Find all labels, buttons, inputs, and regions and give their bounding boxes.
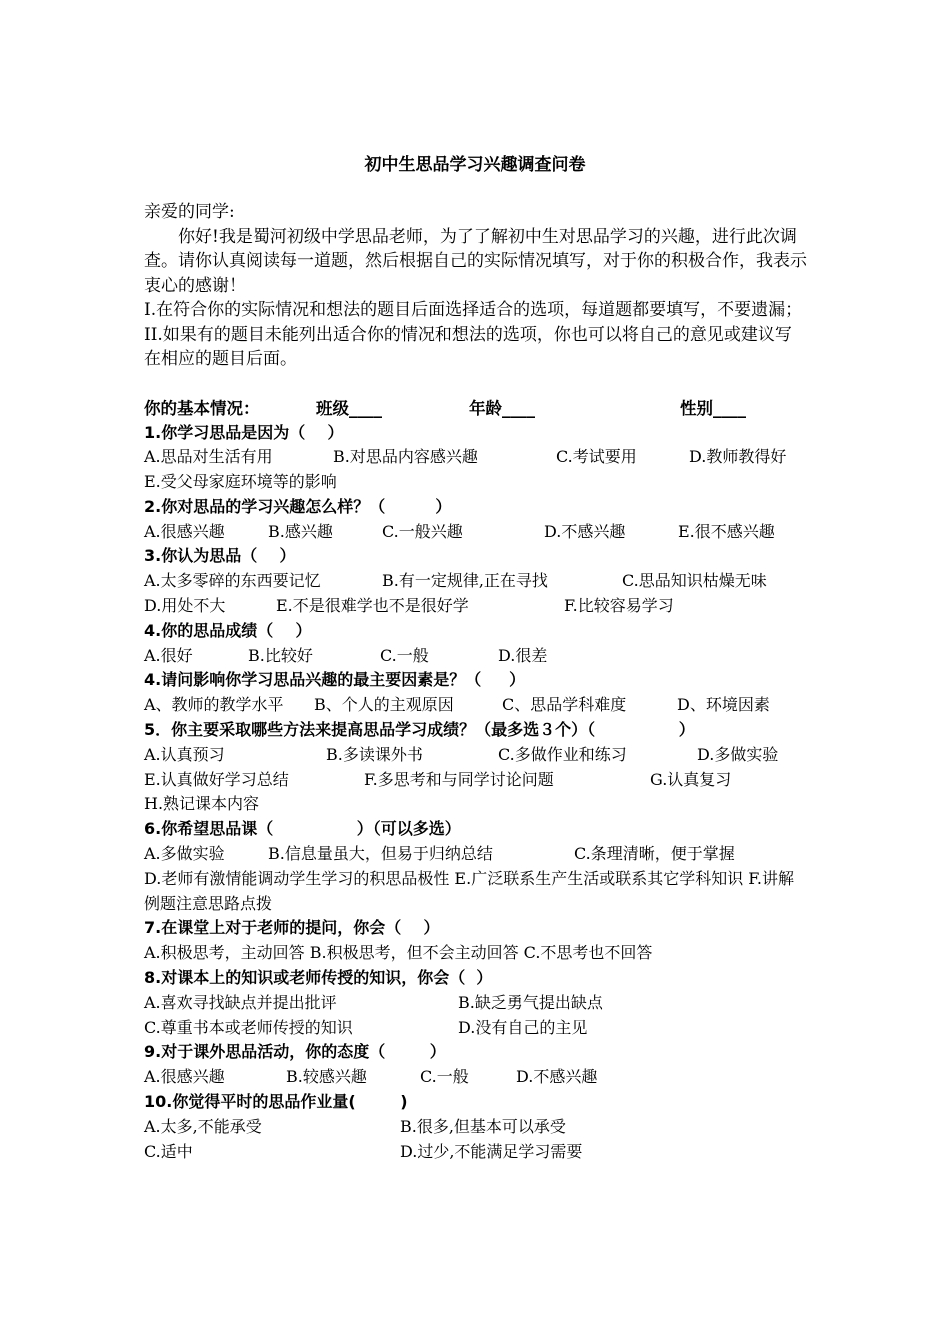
option-item[interactable]: B.感兴趣	[268, 521, 333, 541]
question-5: 4.请问影响你学习思品兴趣的最主要因素是？（ ）	[144, 670, 526, 690]
option-item[interactable]: C.多做作业和练习	[498, 744, 627, 764]
option-item[interactable]: A.太多,不能承受	[144, 1116, 262, 1136]
option-item[interactable]: D.不感兴趣	[516, 1067, 598, 1087]
option-item[interactable]: B.比较好	[248, 645, 313, 665]
option-item[interactable]: B、个人的主观原因	[314, 695, 454, 715]
option-item[interactable]: F.多思考和与同学讨论问题	[364, 769, 554, 789]
options-row	[144, 594, 808, 619]
options-row	[144, 842, 808, 867]
options-paragraph[interactable]: D.老师有激情能调动学生学习的积思品极性 E.广泛联系生产生活或联系其它学科知识 F.讲解例题注意思路点拨	[144, 868, 794, 913]
option-item[interactable]: A、教师的教学水平	[144, 695, 284, 715]
question-6: 5．你主要采取哪些方法来提高思品学习成绩？（最多选３个）（ ）	[144, 720, 695, 740]
options-row	[144, 1065, 808, 1090]
option-item[interactable]: A.很感兴趣	[144, 1067, 225, 1087]
spacer	[144, 372, 808, 396]
question-7: 6.你希望思品课（ ）（可以多选）	[144, 819, 461, 839]
option-item[interactable]: C.一般兴趣	[382, 521, 463, 541]
options-row	[144, 991, 808, 1016]
options-paragraph[interactable]: A.积极思考，主动回答 B.积极思考，但不会主动回答 C.不思考也不回答	[144, 943, 653, 963]
options-row	[144, 792, 808, 817]
question-4: 4.你的思品成绩（ ）	[144, 620, 312, 640]
class-field[interactable]: 班级____	[316, 398, 382, 418]
question-9: 8.对课本上的知识或老师传授的知识，你会（ ）	[144, 968, 493, 988]
option-item[interactable]: D、环境因素	[677, 695, 770, 715]
question-1: 1.你学习思品是因为（ ）	[144, 422, 344, 442]
option-item[interactable]: G.认真复习	[650, 769, 732, 789]
option-item[interactable]: A.喜欢寻找缺点并提出批评	[144, 992, 337, 1012]
option-item[interactable]: D.没有自己的主见	[458, 1017, 588, 1037]
option-item[interactable]: C.尊重书本或老师传授的知识	[144, 1017, 353, 1037]
option-item[interactable]: B.很多,但基本可以承受	[400, 1116, 566, 1136]
option-item[interactable]: A.很感兴趣	[144, 521, 225, 541]
options-row	[144, 743, 808, 768]
basic-info-row	[144, 396, 808, 421]
options-row	[144, 569, 808, 594]
instruction-1: I.在符合你的实际情况和想法的题目后面选择适合的选项，每道题都要填写，不要遗漏；	[144, 300, 803, 320]
intro-paragraph: 你好!我是蜀河初级中学思品老师，为了了解初中生对思品学习的兴趣，进行此次调查。请你认真阅读每一道题，然后根据自己的实际情况填写，对于你的积极合作，我表示衷心的感谢！	[144, 226, 807, 296]
option-item[interactable]: A.认真预习	[144, 744, 225, 764]
options-row	[144, 768, 808, 793]
option-item[interactable]: F.比较容易学习	[564, 596, 674, 616]
options-row	[144, 644, 808, 669]
question-3: 3.你认为思品（ ）	[144, 546, 296, 566]
option-item[interactable]: C.条理清晰，便于掌握	[574, 844, 735, 864]
option-item[interactable]: B.对思品内容感兴趣	[333, 447, 478, 467]
options-row	[144, 1016, 808, 1041]
option-item[interactable]: C.一般	[420, 1067, 469, 1087]
options-row	[144, 520, 808, 545]
option-item[interactable]: E.很不感兴趣	[678, 521, 775, 541]
option-item[interactable]: B.有一定规律,正在寻找	[382, 571, 548, 591]
question-10: 9.对于课外思品活动，你的态度（ ）	[144, 1042, 446, 1062]
option-item[interactable]: B.缺乏勇气提出缺点	[458, 992, 603, 1012]
options-row	[144, 693, 808, 718]
question-2: 2.你对思品的学习兴趣怎么样？（ ）	[144, 496, 452, 516]
option-item[interactable]: D.不感兴趣	[544, 521, 626, 541]
option-item[interactable]: D.过少,不能满足学习需要	[400, 1141, 583, 1161]
option-item[interactable]: H.熟记课本内容	[144, 794, 260, 814]
age-field[interactable]: 年龄____	[469, 398, 535, 418]
option-item[interactable]: C.一般	[380, 645, 429, 665]
options-row	[144, 1115, 808, 1140]
question-8: 7.在课堂上对于老师的提问，你会（ ）	[144, 918, 440, 938]
question-list	[144, 421, 808, 1165]
gender-field[interactable]: 性别____	[680, 398, 746, 418]
option-item[interactable]: A.太多零碎的东西要记忆	[144, 571, 321, 591]
option-item[interactable]: A.很好	[144, 645, 193, 665]
options-row	[144, 445, 808, 470]
option-item[interactable]: D.多做实验	[697, 744, 779, 764]
document-body	[144, 200, 808, 1164]
question-11: 10.你觉得平时的思品作业量( )	[144, 1092, 408, 1112]
option-item[interactable]: C、思品学科难度	[502, 695, 627, 715]
option-item[interactable]: D.很差	[498, 645, 548, 665]
option-item[interactable]: B.多读课外书	[326, 744, 423, 764]
options-row	[144, 1140, 808, 1165]
option-item[interactable]: C.适中	[144, 1141, 193, 1161]
greeting: 亲爱的同学:	[144, 202, 235, 222]
option-item[interactable]: E.受父母家庭环境等的影响	[144, 472, 337, 492]
option-item[interactable]: C.思品知识枯燥无味	[622, 571, 767, 591]
option-item[interactable]: D.用处不大	[144, 596, 226, 616]
option-item[interactable]: A.多做实验	[144, 844, 225, 864]
page-title: 初中生思品学习兴趣调查问卷	[364, 155, 586, 175]
instruction-2: II.如果有的题目未能列出适合你的情况和想法的选项，你也可以将自己的意见或建议写在相应的题目后面。	[144, 324, 792, 369]
option-item[interactable]: A.思品对生活有用	[144, 447, 273, 467]
basic-info-label: 你的基本情况：	[144, 398, 260, 418]
option-item[interactable]: D.教师教得好	[689, 447, 787, 467]
option-item[interactable]: B.信息量虽大，但易于归纳总结	[268, 844, 493, 864]
option-item[interactable]: C.考试要用	[556, 447, 637, 467]
option-item[interactable]: E.认真做好学习总结	[144, 769, 289, 789]
options-row	[144, 470, 808, 495]
option-item[interactable]: E.不是很难学也不是很好学	[276, 596, 469, 616]
option-item[interactable]: B.较感兴趣	[286, 1067, 367, 1087]
